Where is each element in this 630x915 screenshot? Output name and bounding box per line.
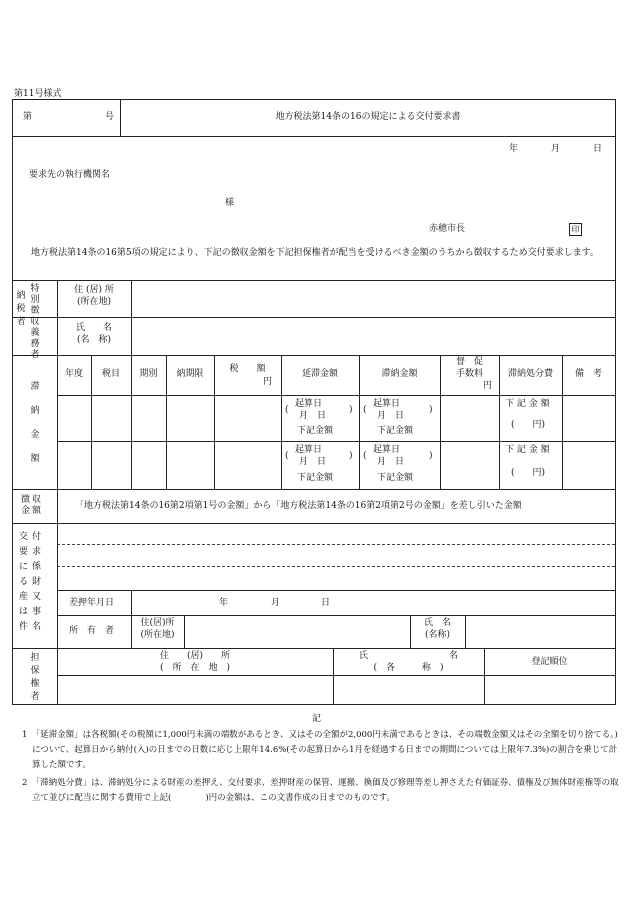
property-label: 交付要求に係る財産又は事件名 bbox=[19, 532, 46, 632]
kisan-label-2a: 起算日 bbox=[295, 445, 323, 455]
col-due: 納期限 bbox=[176, 369, 204, 379]
date-month: 月 bbox=[551, 144, 561, 154]
col-remarks: 備 考 bbox=[574, 369, 602, 379]
collection-label: 徴収金額 bbox=[21, 495, 44, 516]
owner-address-sub: (所在地) bbox=[140, 630, 175, 640]
owner-label: 所 有 者 bbox=[69, 626, 115, 636]
kisan-md-2b: 月 日 bbox=[377, 457, 405, 467]
kaki-kingaku-2: 下 記 金 額 bbox=[505, 445, 550, 455]
security-address-header: 住 (居) 所 bbox=[159, 651, 231, 661]
owner-name-sub: (名称) bbox=[424, 630, 451, 640]
arrears-label: 滞納金額 bbox=[30, 382, 40, 464]
taxpayer-label: 納税者 bbox=[16, 291, 26, 327]
special-collector-label: 特別徴収義務者 bbox=[30, 284, 40, 360]
col-fee-unit: 円 bbox=[483, 381, 493, 391]
recipient-label: 要求先の執行機関名 bbox=[29, 170, 111, 180]
kaki-kingaku-1: 下 記 金 額 bbox=[505, 399, 550, 409]
owner-address-label: 住(居)所 bbox=[140, 618, 175, 628]
form-number: 第11号様式 bbox=[14, 89, 62, 99]
note-1: 1 「延滞金額」は各税額(その税額に1,000円未満の端数があるとき、又はその全額が2,000円未満であるときは、その端数金額又はその全額を切り捨てる。)について、起算日から納付(入)の日までの日数に応じ上限年14.6%(その起算日から1月を経過する日までの期間については上限年7.3%)の割合を乗じて計算した額です。 bbox=[22, 730, 618, 770]
col-overdue: 滞納金額 bbox=[381, 369, 418, 379]
kaki-1a: 下記金額 bbox=[297, 426, 334, 436]
request-form: 第 号 地方税法第14条の16の規定による交付要求書 年 月 日 要求先の執行機関名 様 赤穂市長 印 地方税法第14条の16第5項の規定により、下記の徴収金額を下記担保権者が配当を受けるべき金額のうちから徴収するため交付要求します。 納税者 特別徴収義務者 住 (居) 所 (所在地) 氏 名 (名 称) 滞納金額 年度 税目 期別 納期限 税 額 円 延滞金額 滞納金額 督 促 手数料 円 滞納処分費 備 考 ( 起算日 月 日 ) 下記金額 ( 起算日 月 日 ) 下記金額 下 記 金 額 ( 円) ( 起算日 月 日 ) 下記金額 ( 起算日 月 日 ) 下記金額 下 記 金 額 ( 円) 徴収金額 「地方税法第14条の16第2項第1号の金額」から「地方税法第14条の16第2項第2号の金額」を差し引いた金額 交付要求に係る財産又は事件名 差押年月日 年 月 日 所 有 者 住(居)所 (所在地) 氏 名 (名称) 担保権者 住 (居) 所 ( 所 在 地 ) 氏 名 ( 各 称 ) 登記順位 bbox=[12, 99, 616, 705]
col-tax: 税 額 bbox=[229, 364, 266, 374]
date-year: 年 bbox=[509, 144, 519, 154]
taxpayer-address-label: 住 (居) 所 bbox=[74, 285, 114, 295]
note-2: 2 「滞納処分費」は、滞納処分による財産の差押え、交付要求、差押財産の保管、運搬、換価及び修理等差し押さえた有価証券、債権及び無体財産権等の取立て並びに配当に関する費用で上記( )円の金額は、この文書作成の日までのものです。 bbox=[22, 778, 619, 803]
seizure-day: 日 bbox=[321, 598, 331, 608]
taxpayer-name-label: 氏 名 bbox=[75, 323, 112, 333]
date-day: 日 bbox=[593, 144, 603, 154]
intro-text: 地方税法第14条の16第5項の規定により、下記の徴収金額を下記担保権者が配当を受けるべき金額のうちから徴収するため交付要求します。 bbox=[31, 248, 599, 258]
security-name-header: 氏 名 bbox=[358, 651, 458, 661]
kaki-1b: 下記金額 bbox=[377, 426, 414, 436]
number-prefix: 第 bbox=[23, 112, 33, 122]
kisan-md-1a: 月 日 bbox=[299, 411, 327, 421]
collection-text: 「地方税法第14条の16第2項第1号の金額」から「地方税法第14条の16第2項第2号の金額」を差し引いた金額 bbox=[75, 501, 522, 511]
form-title: 地方税法第14条の16の規定による交付要求書 bbox=[275, 112, 461, 122]
security-label: 担保権者 bbox=[30, 653, 40, 702]
notes bbox=[22, 728, 622, 809]
owner-name-label: 氏 名 bbox=[423, 618, 451, 628]
kisan-md-2a: 月 日 bbox=[299, 457, 327, 467]
security-name-sub: ( 各 称 ) bbox=[373, 663, 444, 673]
kaki-2a: 下記金額 bbox=[297, 473, 334, 483]
col-fee: 督 促 bbox=[455, 357, 483, 367]
seizure-month: 月 bbox=[271, 598, 281, 608]
seal-mark: 印 bbox=[569, 223, 582, 236]
recipient-honorific: 様 bbox=[225, 198, 235, 208]
kisan-md-1b: 月 日 bbox=[377, 411, 405, 421]
number-suffix: 号 bbox=[105, 112, 115, 122]
col-item: 税目 bbox=[101, 369, 120, 379]
col-tax-unit: 円 bbox=[263, 377, 273, 387]
col-year: 年度 bbox=[64, 369, 83, 379]
col-fee-sub: 手数料 bbox=[455, 369, 483, 379]
col-disposal: 滞納処分費 bbox=[507, 369, 553, 379]
yen-paren-1: ( 円) bbox=[511, 420, 546, 430]
taxpayer-name-sub: (名 称) bbox=[76, 335, 112, 345]
ki-mark: 記 bbox=[312, 714, 322, 724]
col-period: 期別 bbox=[139, 369, 158, 379]
seizure-date-label: 差押年月日 bbox=[69, 598, 115, 608]
col-delinquent: 延滞金額 bbox=[301, 369, 338, 379]
kisan-label-1b: 起算日 bbox=[373, 399, 401, 409]
security-address-sub: ( 所 在 地 ) bbox=[159, 663, 231, 673]
seizure-year: 年 bbox=[219, 598, 229, 608]
yen-paren-2: ( 円) bbox=[511, 468, 546, 478]
kisan-label-2b: 起算日 bbox=[373, 445, 401, 455]
taxpayer-address-sub: (所在地) bbox=[76, 297, 112, 307]
kisan-label-1a: 起算日 bbox=[295, 399, 323, 409]
sender-name: 赤穂市長 bbox=[429, 224, 466, 234]
kaki-2b: 下記金額 bbox=[377, 473, 414, 483]
registration-rank: 登記順位 bbox=[531, 657, 568, 667]
